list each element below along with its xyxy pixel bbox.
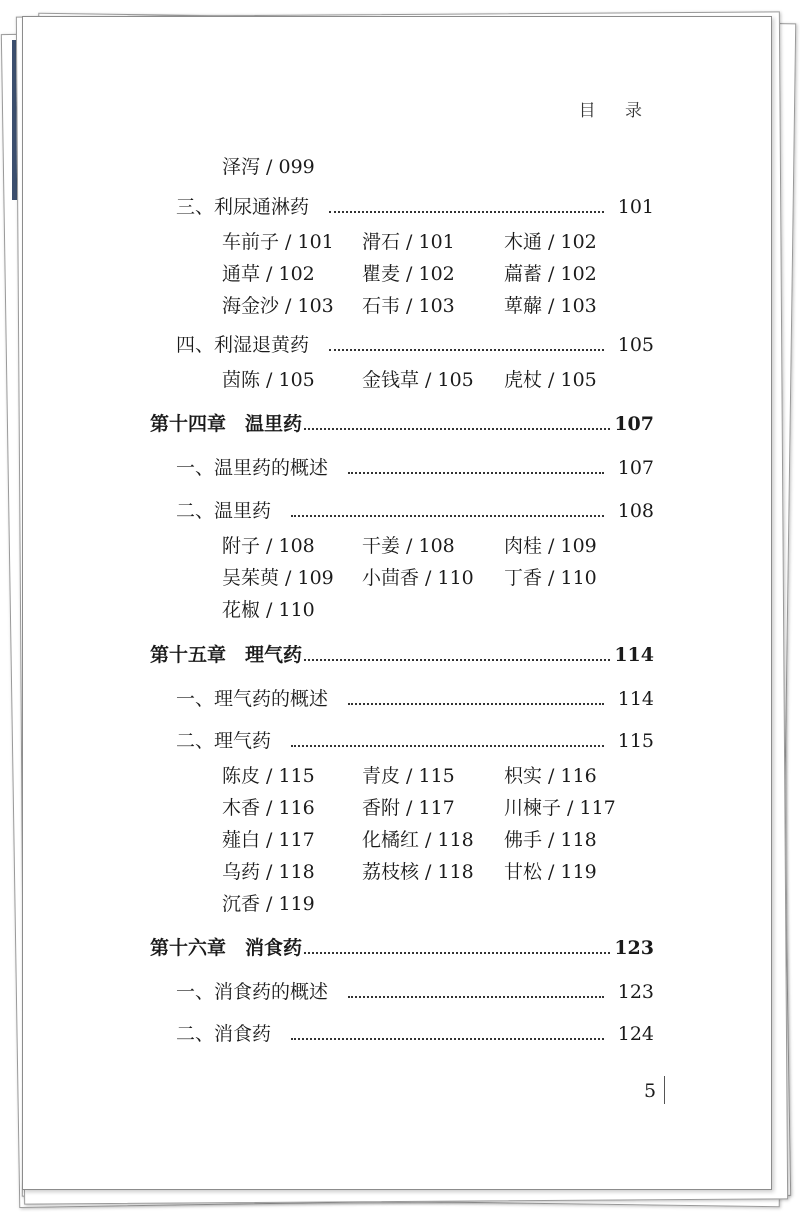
toc-section-diuretic[interactable]	[176, 192, 654, 222]
dot-leader	[304, 951, 610, 954]
herb-entry: 萹蓄 / 102	[504, 263, 597, 285]
toc-section-qi-overview[interactable]	[176, 684, 654, 714]
dot-leader	[291, 1037, 604, 1040]
herb-entry: 金钱草 / 105	[362, 369, 474, 391]
herb-entry: 萆薢 / 103	[504, 295, 597, 317]
toc-label: 二、温里药	[176, 500, 272, 522]
toc-page-number: 114	[617, 688, 654, 710]
herb-entry: 吴茱萸 / 109	[222, 567, 334, 589]
herb-entry: 佛手 / 118	[504, 829, 597, 851]
toc-page-number: 107	[614, 413, 654, 435]
herb-entry: 海金沙 / 103	[222, 295, 334, 317]
herb-entry: 陈皮 / 115	[222, 765, 315, 787]
page-number: 5	[644, 1080, 657, 1102]
herb-entry: 乌药 / 118	[222, 861, 315, 883]
herb-entry: 滑石 / 101	[362, 231, 455, 253]
toc-section-warming-overview[interactable]	[176, 453, 654, 483]
herb-entry: 丁香 / 110	[504, 567, 597, 589]
dot-leader	[291, 514, 604, 517]
toc-section-jaundice[interactable]	[176, 330, 654, 360]
herb-entry: 泽泻 / 099	[222, 156, 315, 178]
herb-entry: 枳实 / 116	[504, 765, 597, 787]
herb-entry: 干姜 / 108	[362, 535, 455, 557]
toc-page-number: 123	[617, 981, 654, 1003]
dot-leader	[304, 658, 610, 661]
herb-entry: 青皮 / 115	[362, 765, 455, 787]
toc-label: 一、消食药的概述	[176, 981, 329, 1003]
dot-leader	[348, 702, 604, 705]
herb-entry: 沉香 / 119	[222, 893, 315, 915]
herb-entry: 肉桂 / 109	[504, 535, 597, 557]
herb-entry: 薤白 / 117	[222, 829, 315, 851]
herb-entry: 车前子 / 101	[222, 231, 334, 253]
herb-entry: 小茴香 / 110	[362, 567, 474, 589]
page-number-rule	[664, 1076, 665, 1104]
toc-chapter-14[interactable]	[150, 409, 654, 439]
toc-page-number: 105	[617, 334, 654, 356]
herb-entry: 木通 / 102	[504, 231, 597, 253]
dot-leader	[304, 427, 610, 430]
toc-page-number: 108	[617, 500, 654, 522]
toc-section-digestive-overview[interactable]	[176, 977, 654, 1007]
toc-label: 二、理气药	[176, 730, 272, 752]
herb-entry: 荔枝核 / 118	[362, 861, 474, 883]
toc-label: 第十五章 理气药	[150, 644, 303, 666]
toc-section-qi-herbs[interactable]	[176, 726, 654, 756]
toc-section-digestive-herbs[interactable]	[176, 1019, 654, 1049]
toc-chapter-15[interactable]	[150, 640, 654, 670]
dot-leader	[348, 995, 604, 998]
toc-label: 四、利湿退黄药	[176, 334, 310, 356]
toc-section-warming-herbs[interactable]	[176, 496, 654, 526]
dot-leader	[329, 348, 604, 351]
toc-chapter-16[interactable]	[150, 933, 654, 963]
toc-label: 第十六章 消食药	[150, 937, 303, 959]
toc-label: 第十四章 温里药	[150, 413, 303, 435]
herb-entry: 化橘红 / 118	[362, 829, 474, 851]
dot-leader	[291, 744, 604, 747]
toc-label: 一、理气药的概述	[176, 688, 329, 710]
herb-entry: 甘松 / 119	[504, 861, 597, 883]
toc-page-number: 115	[617, 730, 654, 752]
herb-entry: 川楝子 / 117	[504, 797, 616, 819]
herb-entry: 茵陈 / 105	[222, 369, 315, 391]
dot-leader	[348, 471, 604, 474]
toc-page-number: 114	[614, 644, 654, 666]
toc-page-number: 107	[617, 457, 654, 479]
toc-page-number: 123	[614, 937, 654, 959]
herb-entry: 香附 / 117	[362, 797, 455, 819]
herb-entry: 花椒 / 110	[222, 599, 315, 621]
running-head: 目 录	[578, 101, 654, 121]
herb-entry: 木香 / 116	[222, 797, 315, 819]
herb-entry: 通草 / 102	[222, 263, 315, 285]
toc-page-number: 124	[617, 1023, 654, 1045]
herb-entry: 石韦 / 103	[362, 295, 455, 317]
toc-label: 二、消食药	[176, 1023, 272, 1045]
herb-entry: 附子 / 108	[222, 535, 315, 557]
toc-label: 三、利尿通淋药	[176, 196, 310, 218]
toc-page-number: 101	[617, 196, 654, 218]
herb-entry: 瞿麦 / 102	[362, 263, 455, 285]
herb-entry: 虎杖 / 105	[504, 369, 597, 391]
toc-label: 一、温里药的概述	[176, 457, 329, 479]
dot-leader	[329, 210, 604, 213]
